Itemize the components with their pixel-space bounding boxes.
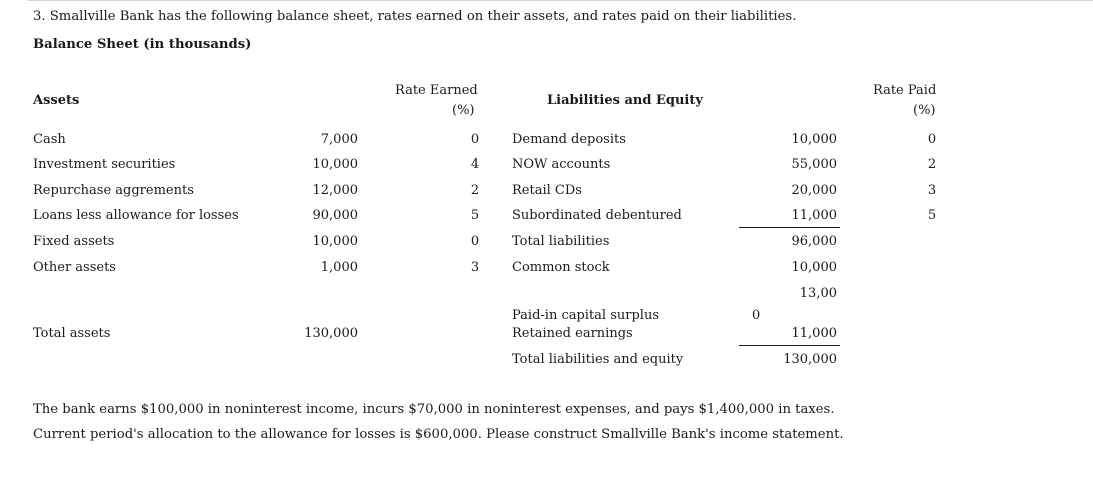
asset-label: Other assets bbox=[33, 260, 116, 275]
rate-earned-header: Rate Earned bbox=[395, 83, 478, 98]
liability-label: Retail CDs bbox=[512, 183, 582, 198]
subtotal-rule bbox=[739, 227, 840, 228]
total-le-label: Total liabilities and equity bbox=[512, 352, 684, 367]
rate-earned-unit: (%) bbox=[452, 103, 475, 118]
liability-rate: 3 bbox=[927, 183, 937, 198]
asset-rate: 0 bbox=[470, 234, 480, 249]
asset-value: 90,000 bbox=[312, 208, 358, 223]
asset-label: Repurchase aggrements bbox=[33, 183, 194, 198]
liability-label: NOW accounts bbox=[512, 157, 611, 172]
question-text: 3. Smallville Bank has the following balance sheet, rates earned on their assets, and rates paid on their liabilities. bbox=[33, 9, 797, 24]
asset-value: 1,000 bbox=[320, 260, 358, 275]
stray-digit: 0 bbox=[752, 308, 761, 323]
liability-rate: 0 bbox=[927, 132, 937, 147]
asset-value: 7,000 bbox=[320, 132, 358, 147]
asset-rate: 5 bbox=[470, 208, 480, 223]
asset-label: Cash bbox=[33, 132, 66, 147]
common-stock-value: 10,000 bbox=[791, 260, 837, 275]
asset-label: Investment securities bbox=[33, 157, 176, 172]
footer-line: Current period's allocation to the allowance for losses is $600,000. Please construct Smallville Bank's income statement. bbox=[33, 427, 844, 442]
retained-earnings-value: 11,000 bbox=[791, 326, 837, 341]
asset-value: 12,000 bbox=[312, 183, 358, 198]
rate-paid-header: Rate Paid bbox=[873, 83, 937, 98]
paid-in-capital-label: Paid-in capital surplus bbox=[512, 308, 660, 323]
sheet-title: Balance Sheet (in thousands) bbox=[33, 37, 252, 52]
asset-rate: 4 bbox=[470, 157, 480, 172]
liability-rate: 2 bbox=[927, 157, 937, 172]
retained-earnings-label: Retained earnings bbox=[512, 326, 633, 341]
total-liabilities-value: 96,000 bbox=[791, 234, 837, 249]
extra-value: 13,00 bbox=[799, 286, 837, 301]
total-assets-label: Total assets bbox=[33, 326, 111, 341]
liability-value: 10,000 bbox=[791, 132, 837, 147]
liability-value: 11,000 bbox=[791, 208, 837, 223]
asset-value: 10,000 bbox=[312, 234, 358, 249]
asset-label: Loans less allowance for losses bbox=[33, 208, 239, 223]
top-divider bbox=[28, 0, 1093, 1]
liability-label: Demand deposits bbox=[512, 132, 626, 147]
total-le-value: 130,000 bbox=[783, 352, 837, 367]
total-rule bbox=[739, 345, 840, 346]
assets-header: Assets bbox=[33, 93, 80, 108]
asset-rate: 2 bbox=[470, 183, 480, 198]
liability-value: 55,000 bbox=[791, 157, 837, 172]
footer-line: The bank earns $100,000 in noninterest income, incurs $70,000 in noninterest expenses, and pays $1,400,000 in taxes. bbox=[33, 402, 835, 417]
liability-value: 20,000 bbox=[791, 183, 837, 198]
asset-rate: 3 bbox=[470, 260, 480, 275]
total-liabilities-label: Total liabilities bbox=[512, 234, 610, 249]
liability-label: Subordinated debentured bbox=[512, 208, 682, 223]
total-assets-value: 130,000 bbox=[304, 326, 358, 341]
liability-rate: 5 bbox=[927, 208, 937, 223]
liabilities-header: Liabilities and Equity bbox=[547, 93, 703, 108]
common-stock-label: Common stock bbox=[512, 260, 610, 275]
rate-paid-unit: (%) bbox=[913, 103, 936, 118]
asset-rate: 0 bbox=[470, 132, 480, 147]
asset-label: Fixed assets bbox=[33, 234, 115, 249]
asset-value: 10,000 bbox=[312, 157, 358, 172]
